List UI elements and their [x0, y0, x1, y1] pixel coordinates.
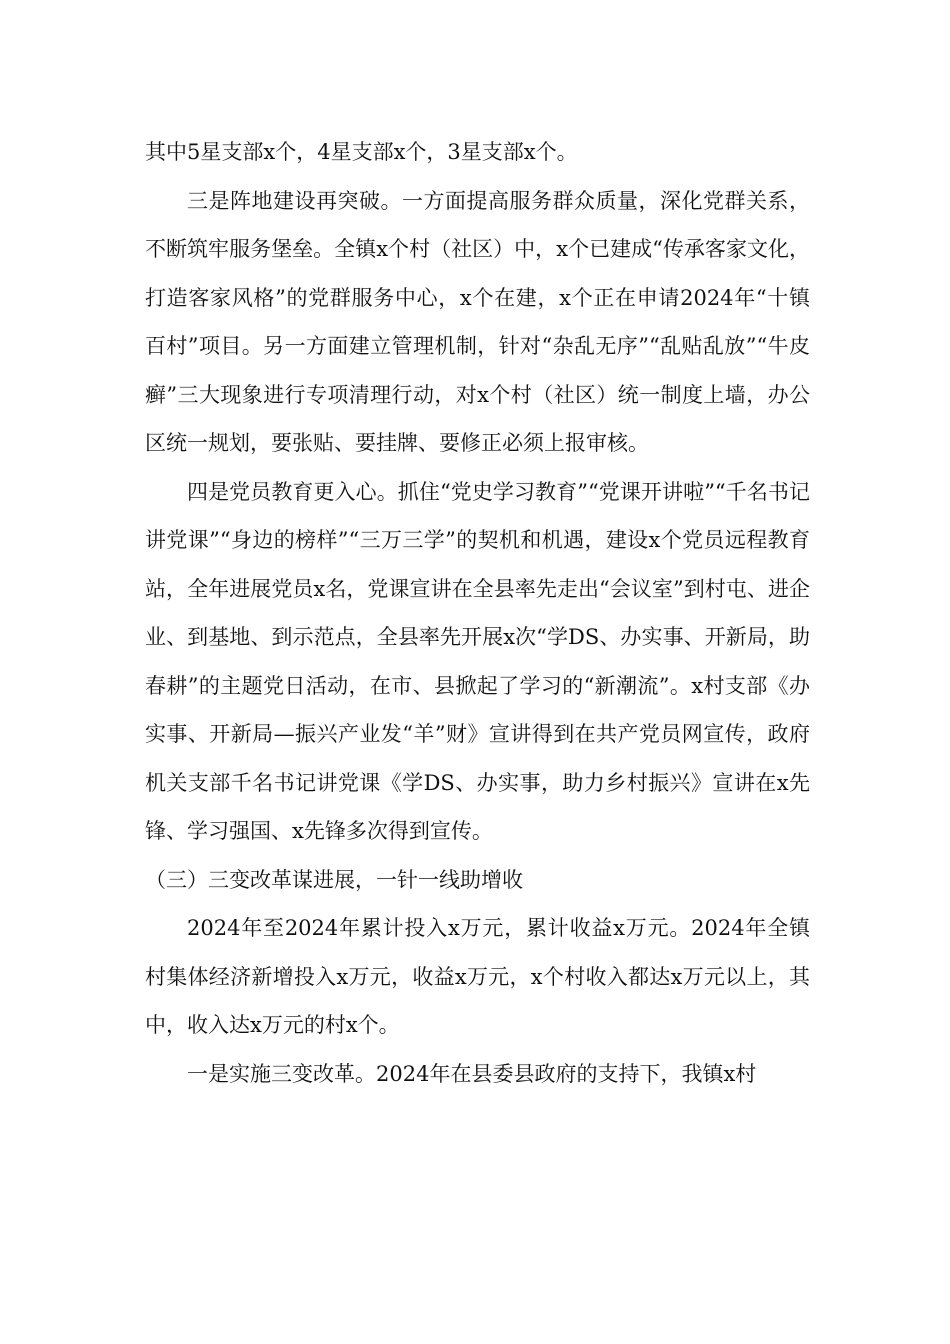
document-body [145, 128, 810, 1098]
paragraph-investment-summary: 2024年至2024年累计投入x万元，累计收益x万元。2024年全镇村集体经济新增投入x万元，收益x万元，x个村收入都达x万元以上，其中，收入达x万元的村x个。 [145, 916, 810, 1037]
section-heading-three-reforms: （三）三变改革谋进展，一针一线助增收 [145, 867, 523, 892]
paragraph-position-construction: 三是阵地建设再突破。一方面提高服务群众质量，深化党群关系，不断筑牢服务堡垒。全镇x个村（社区）中，x个已建成“传承客家文化，打造客家风格”的党群服务中心，x个在建，x个正在申请2024年“十镇百村”项目。另一方面建立管理机制，针对“杂乱无序”“乱贴乱放”“牛皮癣”三大现象进行专项清理行动，对x个村（社区）统一制度上墙，办公区统一规划，要张贴、要挂牌、要修正必须上报审核。 [145, 188, 810, 455]
paragraph-implement-reforms: 一是实施三变改革。2024年在县委县政府的支持下，我镇x村 [187, 1061, 757, 1086]
paragraph-member-education: 四是党员教育更入心。抓住“党史学习教育”“党课开讲啦”“千名书记讲党课”“身边的榜样”“三万三学”的契机和机遇，建设x个党员远程教育站，全年进展党员x名，党课宣讲在全县率先走出“会议室”到村屯、进企业、到基地、到示范点，全县率先开展x次“学DS、办实事、开新局，助春耕”的主题党日活动，在市、县掀起了学习的“新潮流”。x村支部《办实事、开新局—振兴产业发“羊”财》宣讲得到在共产党员网宣传，政府机关支部千名书记讲党课《学DS、办实事，助力乡村振兴》宣讲在x先锋、学习强国、x先锋多次得到宣传。 [145, 479, 810, 843]
paragraph-star-branches: 其中5星支部x个，4星支部x个，3星支部x个。 [145, 140, 578, 164]
